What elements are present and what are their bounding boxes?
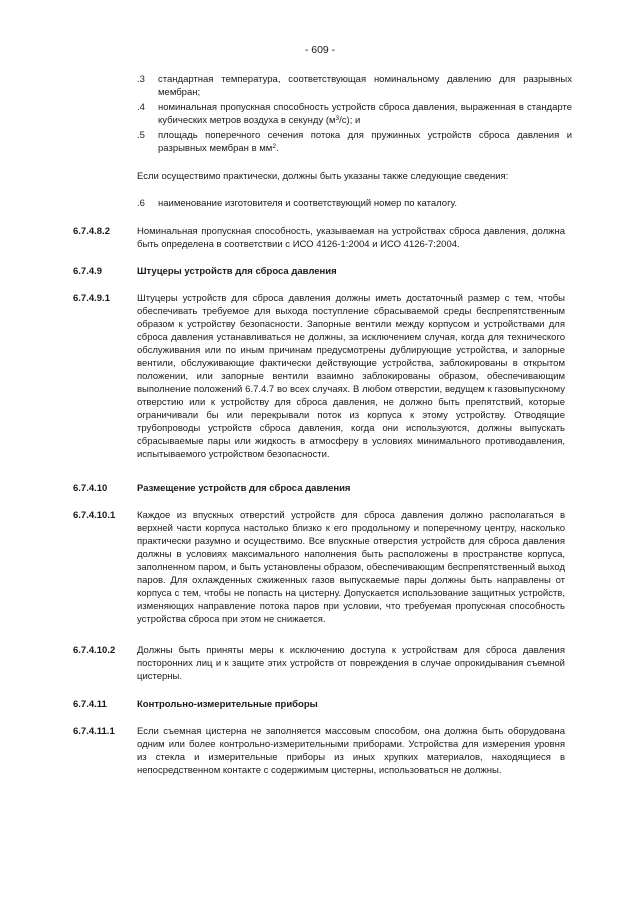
section-number: 6.7.4.9 [73,266,103,277]
section-text: Штуцеры устройств для сброса давления должны иметь достаточный размер с тем, чтобы обеспечивать требуемое для выхода поступление сбрасываемой среды беспрепятственным образом к устройству безопасности. Запорные вентили между корпусом и устройствами для сброса давления устанавливаться не должны, за исключением случая, когда для технического обслуживания или по иным причинам предусмотрены дублирующие устройства, и запорные вентили, обслуживающие фактически действующие устройства, заблокированы в открытом положении, или запорные вентили взаимно заблокированы образом, обеспечивающим выполнение положений 6.7.4.7 во всех случаях. В любом отверстии, ведущем к газовыпускному отверстию или к устройству для сброса давления, не должно быть препятствий, которые ограничивали бы или перекрывали поток из корпуса к этому устройству. Отводящие трубопроводы устройств сброса давления, когда они используются, должны выпускать сбрасываемые пары или жидкость в атмосферу в условиях минимального противодавления, испытываемого устройством безопасности. [137,293,565,460]
list-item-text: номинальная пропускная способность устройств сброса давления, выраженная в стандарте кубических метров воздуха в секунду $(м^3/с)$; и [158,102,572,126]
section-text: Если съемная цистерна не заполняется массовым способом, она должна быть оборудована одним или более контрольно-измерительными приборами. Устройства для измерения уровня из стекла и измерительные приборы из иных хрупких материалов, находящиеся в непосредственном контакте с содержимым цистерны, использоваться не должны. [137,726,565,776]
list-item [137,197,572,210]
section-number: 6.7.4.11 [73,699,107,710]
section-heading: Размещение устройств для сброса давления [137,483,351,494]
page-number: - 609 - [304,44,336,56]
section-number: 6.7.4.11.1 [73,726,115,737]
list-item [137,73,572,99]
section-number: 6.7.4.10.2 [73,645,116,656]
section-number: 6.7.4.9.1 [73,293,110,304]
list-item-text: наименование изготовителя и соответствующий номер по каталогу. [158,198,457,209]
list-item [137,129,572,155]
section-text: Каждое из впускных отверстий устройств для сброса давления должно располагаться в верхней части корпуса настолько близко к его продольному и поперечному центру, насколько практически разумно и осуществимо. Все впускные отверстия устройств для сброса давления должны в условиях максимального наполнения быть расположены в пространстве корпуса, заполненном паром, и быть установлены образом, обеспечивающим беспрепятственный выход паров. Для охлажденных сжиженных газов выпускаемые пары должны быть направлены от корпуса с тем, чтобы не попасть на цистерну. Допускается использование защитных устройств, изменяющих направление потока паров при условии, что требуемая пропускная способность устройства сброса при этом не снижается. [137,510,565,625]
list-item [137,101,572,127]
section-text: Номинальная пропускная способность, указываемая на устройствах сброса давления, должна быть определена в соответствии с ИСО 4126-1:2004 и ИСО 4126-7:2004. [137,226,565,250]
list-item-number: .6 [137,198,145,209]
section-heading: Штуцеры устройств для сброса давления [137,266,337,277]
list-item-text: площадь поперечного сечения потока для пружинных устройств сброса давления и разрывных мембран в $мм^2$. [158,130,572,154]
section-number: 6.7.4.10 [73,483,108,494]
section-heading: Контрольно-измерительные приборы [137,699,318,710]
section-number: 6.7.4.10.1 [73,510,116,521]
list-item-number: .4 [137,102,145,113]
section-number: 6.7.4.8.2 [73,226,110,237]
list-item-number: .3 [137,74,145,85]
intro-extra-paragraph: Если осуществимо практически, должны быть указаны также следующие сведения: [137,171,509,182]
list-item-number: .5 [137,130,145,141]
list-item-text: стандартная температура, соответствующая номинальному давлению для разрывных мембран; [158,74,572,98]
section-text: Должны быть приняты меры к исключению доступа к устройствам для сброса давления посторонних лиц и к защите этих устройств от повреждения в случае опрокидывания съемной цистерны. [137,645,565,682]
